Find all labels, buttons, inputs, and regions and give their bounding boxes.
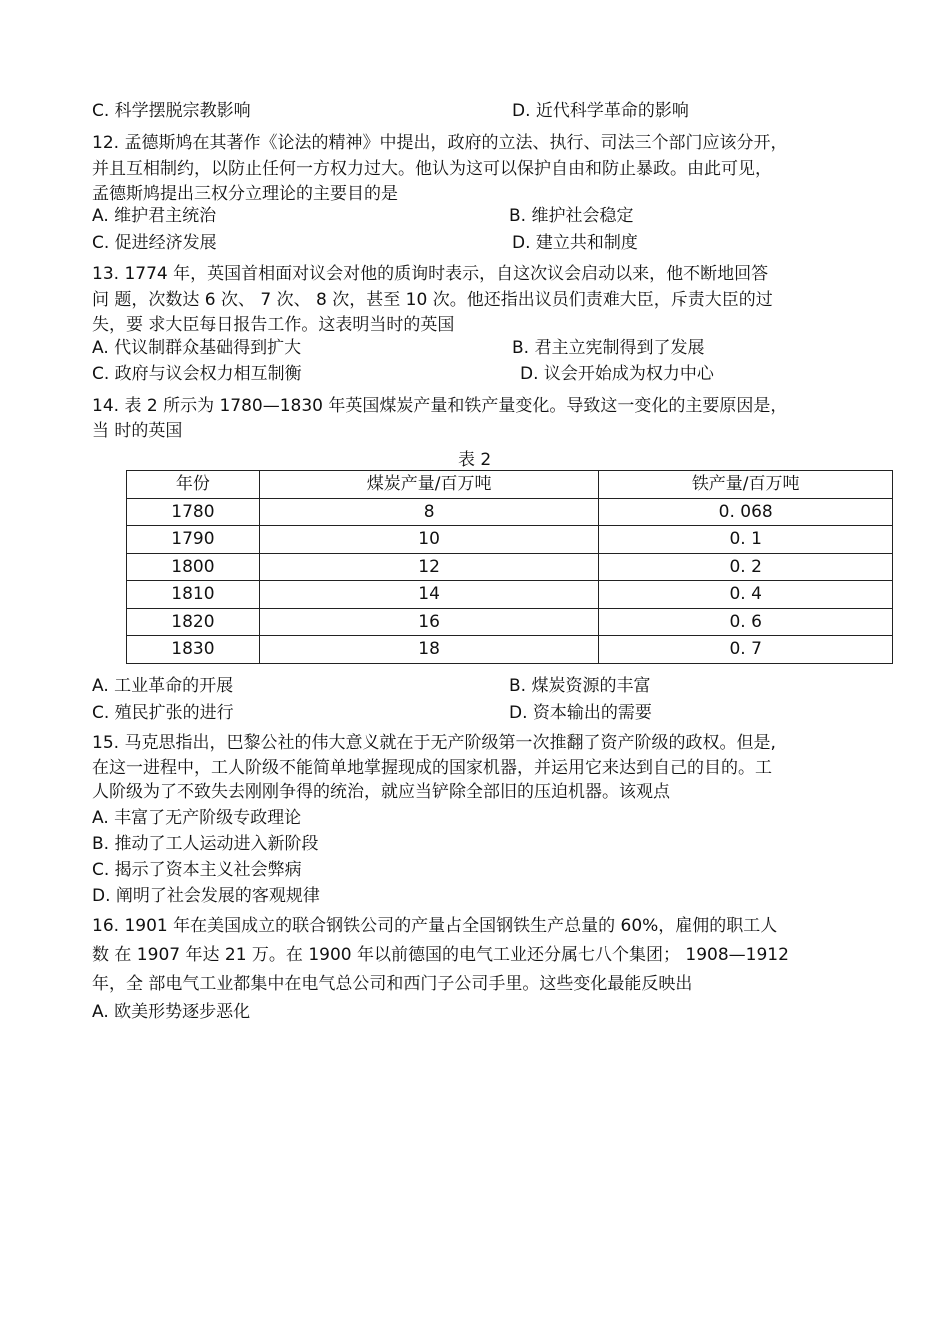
q11-option-d: D. 近代科学革命的影响 (512, 101, 689, 121)
q16-option-a: A. 欧美形势逐步恶化 (92, 1002, 251, 1022)
q13-stem-line: 问 题，次数达 6 次、 7 次、 8 次，甚至 10 次。他还指出议员们责难大臣，斥责大臣的过 (92, 290, 773, 310)
q12-option-c: C. 促进经济发展 (92, 233, 217, 253)
q14-option-a: A. 工业革命的开展 (92, 676, 234, 696)
q12-stem-line: 孟德斯鸠提出三权分立理论的主要目的是 (92, 184, 398, 204)
table-row (127, 636, 893, 664)
q13-option-d: D. 议会开始成为权力中心 (520, 364, 714, 384)
q16-stem-line: 数 在 1907 年达 21 万。在 1900 年以前德国的电气工业还分属七八个集团； 1908—1912 (92, 945, 789, 965)
table-cell: 1780 (127, 498, 260, 526)
q12-stem-line: 12. 孟德斯鸠在其著作《论法的精神》中提出，政府的立法、执行、司法三个部门应该分开， (92, 133, 788, 153)
q15-option-a: A. 丰富了无产阶级专政理论 (92, 808, 302, 828)
table-cell: 12 (259, 553, 599, 581)
table-cell: 1810 (127, 581, 260, 609)
table-cell: 8 (259, 498, 599, 526)
table-cell: 0. 7 (599, 636, 893, 664)
table-cell: 0. 068 (599, 498, 893, 526)
q13-stem-line: 13. 1774 年，英国首相面对议会对他的质询时表示，自这次议会启动以来，他不断地回答 (92, 264, 769, 284)
table-cell: 1800 (127, 553, 260, 581)
q12-option-d: D. 建立共和制度 (512, 233, 638, 253)
data-table (126, 470, 893, 664)
q15-option-b: B. 推动了工人运动进入新阶段 (92, 834, 319, 854)
table-cell: 0. 2 (599, 553, 893, 581)
q15-option-c: C. 揭示了资本主义社会弊病 (92, 860, 302, 880)
table-cell: 1820 (127, 608, 260, 636)
table-cell: 1790 (127, 526, 260, 554)
q14-option-c: C. 殖民扩张的进行 (92, 703, 234, 723)
q12-stem-line: 并且互相制约，以防止任何一方权力过大。他认为这可以保护自由和防止暴政。由此可见， (92, 159, 772, 179)
table-row (127, 608, 893, 636)
q14-option-d: D. 资本输出的需要 (509, 703, 652, 723)
q14-stem-line: 14. 表 2 所示为 1780—1830 年英国煤炭产量和铁产量变化。导致这一变化的主要原因是， (92, 396, 788, 416)
table-cell: 16 (259, 608, 599, 636)
table-caption: 表 2 (458, 450, 492, 470)
q14-option-b: B. 煤炭资源的丰富 (509, 676, 651, 696)
table-cell: 1830 (127, 636, 260, 664)
table-cell: 0. 6 (599, 608, 893, 636)
q12-option-b: B. 维护社会稳定 (509, 206, 634, 226)
table-row (127, 581, 893, 609)
table-row (127, 526, 893, 554)
q15-stem-line: 15. 马克思指出，巴黎公社的伟大意义就在于无产阶级第一次推翻了资产阶级的政权。但是, (92, 733, 776, 753)
q13-stem-line: 失，要 求大臣每日报告工作。这表明当时的英国 (92, 315, 455, 335)
q13-option-b: B. 君主立宪制得到了发展 (512, 338, 705, 358)
q13-option-a: A. 代议制群众基础得到扩大 (92, 338, 302, 358)
column-header: 铁产量/百万吨 (599, 471, 893, 499)
table-cell: 0. 1 (599, 526, 893, 554)
q15-stem-line: 人阶级为了不致失去刚刚争得的统治，就应当铲除全部旧的压迫机器。该观点 (92, 782, 670, 802)
table-cell: 0. 4 (599, 581, 893, 609)
q12-option-a: A. 维护君主统治 (92, 206, 217, 226)
column-header: 年份 (127, 471, 260, 499)
table-cell: 18 (259, 636, 599, 664)
table-row (127, 498, 893, 526)
table-header-row (127, 471, 893, 499)
table-row (127, 553, 893, 581)
q15-stem-line: 在这一进程中，工人阶级不能简单地掌握现成的国家机器，并运用它来达到自己的目的。工 (92, 758, 772, 778)
q15-option-d: D. 阐明了社会发展的客观规律 (92, 886, 320, 906)
q16-stem-line: 年，全 部电气工业都集中在电气总公司和西门子公司手里。这些变化最能反映出 (92, 974, 693, 994)
column-header: 煤炭产量/百万吨 (259, 471, 599, 499)
q14-stem-line: 当 时的英国 (92, 421, 183, 441)
q11-option-c: C. 科学摆脱宗教影响 (92, 101, 251, 121)
table-cell: 10 (259, 526, 599, 554)
q16-stem-line: 16. 1901 年在美国成立的联合钢铁公司的产量占全国钢铁生产总量的 60%，雇佣的职工人 (92, 916, 778, 936)
table-cell: 14 (259, 581, 599, 609)
q13-option-c: C. 政府与议会权力相互制衡 (92, 364, 302, 384)
